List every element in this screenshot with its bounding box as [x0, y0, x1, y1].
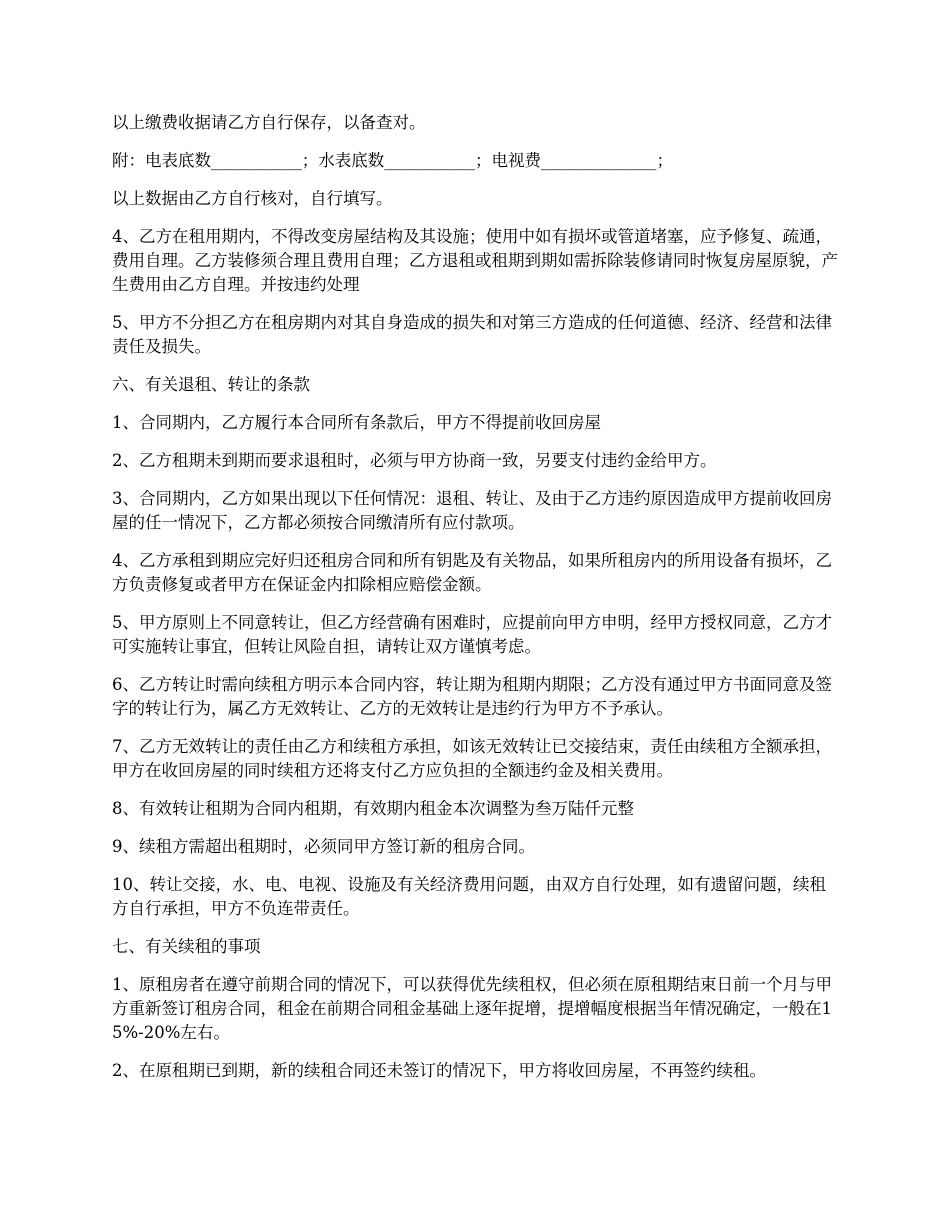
paragraph-self-check: 以上数据由乙方自行核对，自行填写。: [112, 189, 393, 208]
paragraph-termination-10: 10、转让交接，水、电、电视、设施及有关经济费用问题，由双方自行处理，如有遗留问题，续租方自行承担，甲方不负连带责任。: [112, 875, 826, 918]
document-page: [112, 111, 842, 1097]
paragraph-termination-4: 4、乙方承租到期应完好归还租房合同和所有钥匙及有关物品，如果所租房内的所用设备有损坏，乙方负责修复或者甲方在保证金内扣除相应赔偿金额。: [112, 551, 832, 594]
paragraph-termination-1: 1、合同期内，乙方履行本合同所有条款后，甲方不得提前收回房屋: [112, 413, 601, 432]
paragraph-clause-5-liability: 5、甲方不分担乙方在租房期内对其自身造成的损失和对第三方造成的任何道德、经济、经营和法律责任及损失。: [112, 313, 832, 356]
paragraph-clause-4-structure: 4、乙方在租用期内，不得改变房屋结构及其设施；使用中如有损坏或管道堵塞，应予修复、疏通，费用自理。乙方装修须合理且费用自理；乙方退租或租期到期如需拆除装修请同时恢复房屋原貌，产生费用由乙方自理。并按违约处理: [112, 227, 838, 294]
paragraph-termination-2: 2、乙方租期未到期而要求退租时，必须与甲方协商一致，另要支付违约金给甲方。: [112, 451, 717, 470]
paragraph-renewal-2: 2、在原租期已到期，新的续租合同还未签订的情况下，甲方将收回房屋，不再签约续租。: [112, 1061, 766, 1080]
paragraph-termination-5: 5、甲方原则上不同意转让，但乙方经营确有困难时，应提前向甲方申明，经甲方授权同意，乙方才可实施转让事宜，但转让风险自担，请转让双方谨慎考虑。: [112, 613, 832, 656]
section-heading-renewal: 七、有关续租的事项: [112, 937, 261, 956]
section-heading-termination-transfer: 六、有关退租、转让的条款: [112, 375, 310, 394]
paragraph-termination-9: 9、续租方需超出租期时，必须同甲方签订新的租房合同。: [112, 837, 535, 856]
paragraph-termination-6: 6、乙方转让时需向续租方明示本合同内容，转让期为租期内期限；乙方没有通过甲方书面同意及签字的转让行为，属乙方无效转让、乙方的无效转让是违约行为甲方不予承认。: [112, 675, 832, 718]
paragraph-termination-3: 3、合同期内，乙方如果出现以下任何情况：退租、转让、及由于乙方违约原因造成甲方提前收回房屋的任一情况下，乙方都必须按合同缴清所有应付款项。: [112, 489, 832, 532]
paragraph-termination-8: 8、有效转让租期为合同内租期，有效期内租金本次调整为叁万陆仟元整: [112, 799, 634, 818]
paragraph-meter-readings: 附：电表底数___________；水表底数___________；电视费______________；: [112, 151, 673, 170]
paragraph-renewal-1: 1、原租房者在遵守前期合同的情况下，可以获得优先续租权，但必须在原租期结束日前一个月与甲方重新签订租房合同，租金在前期合同租金基础上逐年捉增，提增幅度根据当年情况确定，一般在15%-20%左右。: [112, 975, 832, 1042]
paragraph-termination-7: 7、乙方无效转让的责任由乙方和续租方承担，如该无效转让已交接结束，责任由续租方全额承担，甲方在收回房屋的同时续租方还将支付乙方应负担的全额违约金及相关费用。: [112, 737, 832, 780]
paragraph-receipt-note: 以上缴费收据请乙方自行保存，以备查对。: [112, 113, 426, 132]
